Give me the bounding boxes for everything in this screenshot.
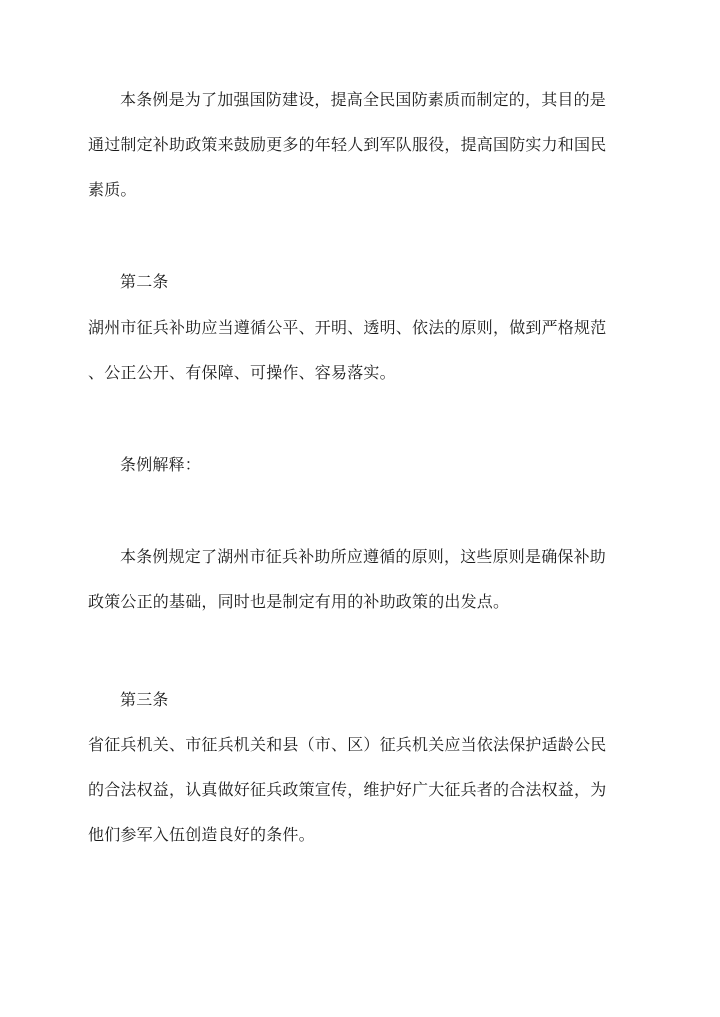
paragraph-line: 本条例是为了加强国防建设，提高全民国防素质而制定的，其目的是	[120, 90, 607, 109]
paragraph-line: 、公正公开、有保障、可操作、容易落实。	[88, 363, 396, 382]
paragraph-line: 他们参军入伍创造良好的条件。	[88, 825, 315, 844]
paragraph-line: 本条例规定了湖州市征兵补助所应遵循的原则，这些原则是确保补助	[120, 547, 607, 566]
paragraph-line: 的合法权益，认真做好征兵政策宣传，维护好广大征兵者的合法权益，为	[88, 780, 607, 799]
paragraph-line: 湖州市征兵补助应当遵循公平、开明、透明、依法的原则，做到严格规范	[88, 318, 607, 337]
article-heading: 第三条	[120, 690, 169, 709]
section-heading: 条例解释：	[120, 455, 202, 474]
paragraph-line: 省征兵机关、市征兵机关和县（市、区）征兵机关应当依法保护适龄公民	[88, 735, 607, 754]
paragraph-line: 素质。	[88, 180, 137, 199]
paragraph-line: 通过制定补助政策来鼓励更多的年轻人到军队服役，提高国防实力和国民	[88, 135, 607, 154]
paragraph-line: 政策公正的基础，同时也是制定有用的补助政策的出发点。	[88, 592, 510, 611]
article-heading: 第二条	[120, 272, 169, 291]
